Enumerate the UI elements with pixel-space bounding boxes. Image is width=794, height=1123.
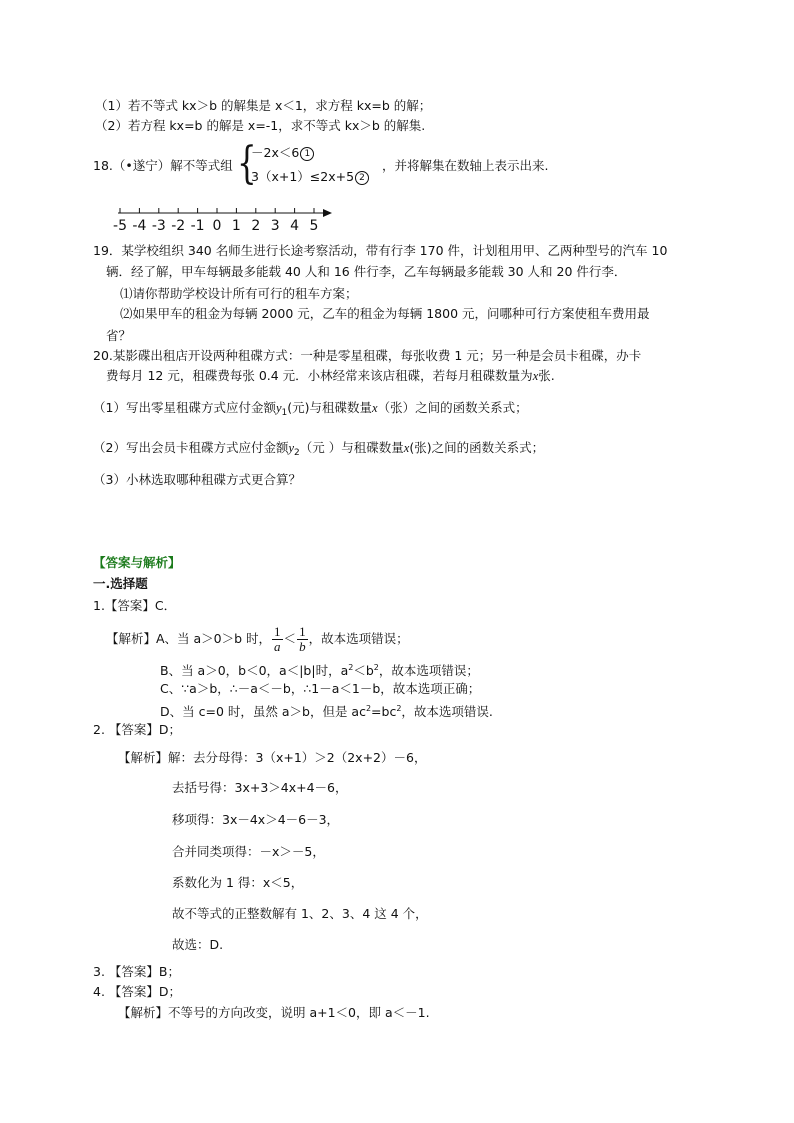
circled-number-2: 2 xyxy=(355,171,369,185)
q20-line2-tail: 张. xyxy=(538,368,555,383)
number-line-label: 0 xyxy=(212,218,222,234)
answer-2-step5: 故不等式的正整数解有 1、2、3、4 这 4 个， xyxy=(172,906,428,921)
answer-2-step2: 移项得：3x－4x＞4－6－3， xyxy=(172,812,340,827)
b-pre: B、当 a＞0，b＜0，a＜|b|时，a xyxy=(160,663,349,678)
sup: 2 xyxy=(396,704,402,713)
q20-line2 xyxy=(106,368,555,384)
sup: 2 xyxy=(373,663,379,672)
q20-part2 xyxy=(93,440,544,461)
answers-heading: 【答案与解析】 xyxy=(93,555,181,570)
answer-1-option-b xyxy=(160,660,479,679)
d-pre: D、当 c=0 时，虽然 a＞b，但是 ac xyxy=(160,704,366,719)
var-x: x xyxy=(532,369,539,383)
sup: 2 xyxy=(348,663,354,672)
q20-line2-text: 费每月 12 元，租碟费每张 0.4 元．小林经常来该店租碟，若每月租碟数量为 xyxy=(106,368,533,383)
var-y1: y xyxy=(275,401,282,415)
q20-part1-a: （1）写出零星租碟方式应付金额 xyxy=(93,400,276,415)
frac-num: 1 xyxy=(274,624,281,639)
q20-part3: （3）小林选取哪种租碟方式更合算？ xyxy=(93,472,301,487)
sup: 2 xyxy=(365,704,372,713)
answer-4-analysis: 【解析】不等号的方向改变，说明 a+1＜0，即 a＜－1. xyxy=(118,1005,430,1020)
less-than: ＜ xyxy=(283,631,297,646)
eq1-text: －2x＜6 xyxy=(251,145,300,160)
sub-2: 2 xyxy=(294,448,300,458)
q19-line4: ⑵如果甲车的租金为每辆 2000 元，乙车的租金为每辆 1800 元，问哪种可行方案使租车费用最 xyxy=(120,306,650,321)
number-line-label: 3 xyxy=(270,218,280,234)
q20-part2-b: （元 ）与租碟数量 xyxy=(299,440,404,455)
sub-1: 1 xyxy=(281,408,288,418)
number-line-label: -1 xyxy=(190,218,205,234)
answer-2-step4: 系数化为 1 得：x＜5， xyxy=(172,875,304,890)
answer-1-option-c: C、∵a＞b，∴－a＜－b，∴1－a＜1－b，故本选项正确； xyxy=(160,681,481,696)
analysis-tail: ，故本选项错误； xyxy=(308,631,409,646)
number-line-label: 2 xyxy=(251,218,261,234)
b-post: ，故本选项错误； xyxy=(378,663,479,678)
var-x: x xyxy=(372,401,378,415)
frac-num: 1 xyxy=(299,624,306,639)
number-line-label: -4 xyxy=(132,218,147,234)
analysis-label: 【解析】A、当 a＞0＞b 时， xyxy=(106,631,272,646)
answer-2: 2. 【答案】D； xyxy=(93,722,182,737)
fraction-1-over-b xyxy=(297,625,308,654)
q19-line1: 19．某学校组织 340 名师生进行长途考察活动，带有行李 170 件，计划租用甲、乙两种型号的汽车 10 xyxy=(93,243,668,258)
var-y2: y xyxy=(288,441,295,455)
eq2-text: 3（x+1）≤2x+5 xyxy=(251,169,355,184)
answer-2-step6: 故选：D. xyxy=(172,937,224,952)
system-line-1 xyxy=(251,145,314,161)
frac-den: a xyxy=(274,639,281,654)
section-title: 一.选择题 xyxy=(93,576,148,591)
q17-part1: （1）若不等式 kx＞b 的解集是 x＜1，求方程 kx=b 的解； xyxy=(95,98,432,113)
q20-part1-b: (元)与租碟数量 xyxy=(287,400,373,415)
var-x: x xyxy=(403,441,410,455)
number-line-label: -2 xyxy=(171,218,186,234)
answer-1: 1.【答案】C． xyxy=(93,598,177,613)
q20-part1-c: （张）之间的函数关系式； xyxy=(377,400,528,415)
q18-prefix: 18.（•遂宁）解不等式组 xyxy=(93,158,233,173)
q20-part1 xyxy=(93,400,528,421)
d-post: ，故本选项错误. xyxy=(401,704,493,719)
q18-inequality-system xyxy=(237,138,387,190)
left-brace: { xyxy=(237,138,257,189)
q19-line2: 辆．经了解，甲车每辆最多能载 40 人和 16 件行李，乙车每辆最多能载 30 人和 20 件行李． xyxy=(106,264,627,279)
frac-den: b xyxy=(299,639,306,654)
answer-2-analysis: 【解析】解：去分母得：3（x+1）＞2（2x+2）－6， xyxy=(118,750,427,765)
answer-1-option-d xyxy=(160,701,493,720)
circled-number-1: 1 xyxy=(300,147,314,161)
fraction-1-over-a xyxy=(272,625,283,654)
number-line xyxy=(110,205,335,219)
number-line-label: -3 xyxy=(151,218,166,234)
answer-2-step1: 去括号得：3x+3＞4x+4－6， xyxy=(172,780,348,795)
number-line-label: -5 xyxy=(113,218,127,234)
q19-line3: ⑴请你帮助学校设计所有可行的租车方案； xyxy=(120,286,358,301)
b-mid: ＜b xyxy=(353,663,374,678)
q20-line1: 20.某影碟出租店开设两种租碟方式：一种是零星租碟，每张收费 1 元；另一种是会员卡租碟，办卡 xyxy=(93,348,642,363)
d-mid: =bc xyxy=(371,704,397,719)
number-line-label: 1 xyxy=(231,218,241,234)
answer-4: 4. 【答案】D； xyxy=(93,984,182,999)
answer-3: 3. 【答案】B； xyxy=(93,964,180,979)
q17-part2: （2）若方程 kx=b 的解是 x=-1，求不等式 kx＞b 的解集. xyxy=(95,118,426,133)
answer-1-analysis xyxy=(106,624,409,654)
answer-2-step3: 合并同类项得：－x＞－5， xyxy=(172,844,325,859)
system-line-2 xyxy=(251,169,369,185)
q18-suffix: ，并将解集在数轴上表示出来. xyxy=(382,158,549,173)
number-line-label: 4 xyxy=(290,218,300,234)
q19-line5: 省？ xyxy=(106,328,132,343)
q20-part2-a: （2）写出会员卡租碟方式应付金额 xyxy=(93,440,289,455)
q20-part2-c: (张)之间的函数关系式； xyxy=(409,440,545,455)
number-line-label: 5 xyxy=(309,218,319,234)
